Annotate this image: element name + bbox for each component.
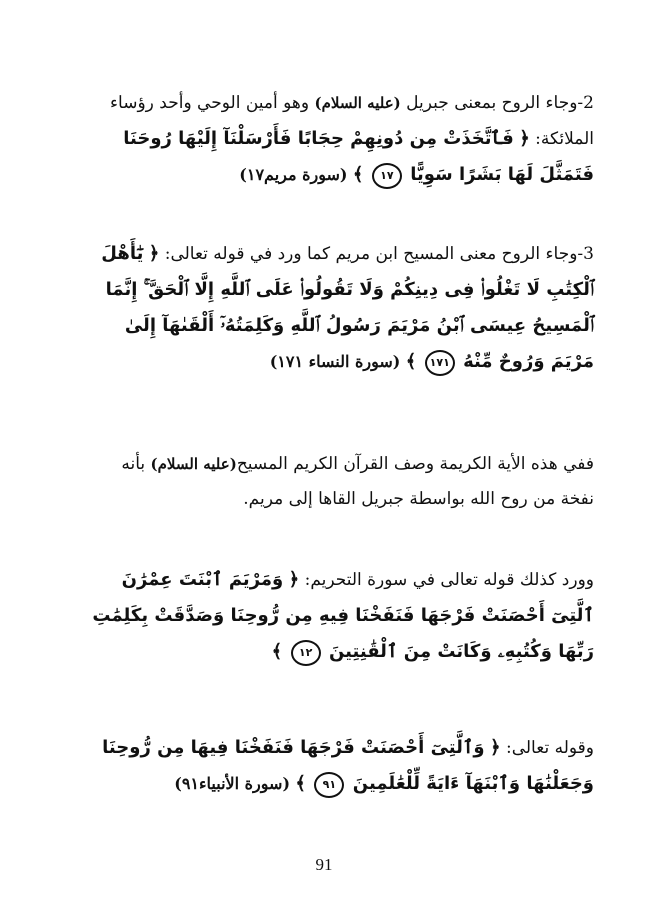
paragraph-text: وهو أمين الوحي وأحد رؤساء الملائكة: — [110, 93, 594, 149]
surah-reference: (سورة النساء ١٧١) — [269, 352, 401, 371]
quran-bracket-close: ﴾ — [271, 641, 283, 662]
paragraph-text: 2-وجاء الروح بمعنى جبريل — [406, 93, 594, 113]
ayah-number-marker: ٩١ — [314, 772, 344, 798]
paragraph-messiah — [86, 236, 594, 380]
quran-verse: وَمَرْيَمَ ٱبْنَتَ عِمْرَٰنَ ٱلَّتِىٓ أَحْصَنَتْ فَرْجَهَا فَنَفَخْنَا فِيهِ مِن رُّوحِنَا وَصَدَّقَتْ بِكَلِمَٰتِ رَبِّهَا وَكُتُبِهِۦ وَكَانَتْ مِنَ ٱلْقَٰنِتِينَ — [92, 569, 594, 662]
surah-reference: (سورة مريم١٧) — [239, 165, 348, 184]
quran-bracket-close: ﴾ — [352, 164, 364, 185]
ayah-number-marker: ١٧ — [372, 163, 402, 189]
paragraph-text: وورد كذلك قوله تعالى في سورة التحريم: — [299, 570, 594, 590]
paragraph-text: 3-وجاء الروح معنى المسيح ابن مريم كما ورد في قوله تعالى: — [159, 244, 594, 264]
quran-verse: يَٰٓأَهْلَ ٱلْكِتَٰبِ لَا تَغْلُوا۟ فِى دِينِكُمْ وَلَا تَقُولُوا۟ عَلَى ٱللَّهِ إِلَّا ٱلْحَقَّ ۚ إِنَّمَا ٱلْمَسِيحُ عِيسَى ٱبْنُ مَرْيَمَ رَسُولُ ٱللَّهِ وَكَلِمَتُهُۥٓ أَلْقَىٰهَآ إِلَىٰ مَرْيَمَ وَرُوحٌ مِّنْهُ — [101, 243, 594, 372]
honorific: (عليه السلام) — [314, 94, 401, 112]
paragraph-anbiya — [86, 730, 594, 802]
surah-reference: (سورة الأنبياء٩١) — [174, 774, 291, 793]
paragraph-tahrim — [86, 562, 594, 670]
quran-bracket-close: ﴾ — [295, 773, 306, 794]
paragraph-text: بأنه نفخة من روح الله بواسطة جبريل القاها إلى مريم. — [121, 454, 594, 509]
quran-bracket-close: ﴾ — [405, 351, 417, 372]
quran-bracket-open: ﴿ — [148, 243, 160, 264]
honorific: (عليه السلام) — [150, 455, 237, 473]
ayah-number-marker: ١٢ — [291, 640, 321, 666]
paragraph-gabriel — [86, 86, 594, 193]
quran-verse: فَٱتَّخَذَتْ مِن دُونِهِمْ حِجَابًا فَأَرْسَلْنَآ إِلَيْهَا رُوحَنَا فَتَمَثَّلَ لَهَا بَشَرًا سَوِيًّا — [123, 128, 594, 185]
paragraph-commentary — [86, 447, 594, 517]
paragraph-text: ففي هذه الأية الكريمة وصف القرآن الكريم المسيح — [236, 454, 594, 474]
quran-verse: وَٱلَّتِىٓ أَحْصَنَتْ فَرْجَهَا فَنَفَخْنَا فِيهَا مِن رُّوحِنَا وَجَعَلْنَٰهَا وَٱبْنَهَآ ءَايَةً لِّلْعَٰلَمِينَ — [102, 737, 594, 794]
ayah-number-marker: ١٧١ — [425, 350, 455, 376]
quran-bracket-open: ﴿ — [519, 128, 530, 149]
quran-bracket-open: ﴿ — [288, 569, 300, 590]
quran-bracket-open: ﴿ — [490, 737, 501, 758]
paragraph-text: وقوله تعالى: — [505, 738, 594, 758]
page-number: 91 — [315, 855, 333, 874]
